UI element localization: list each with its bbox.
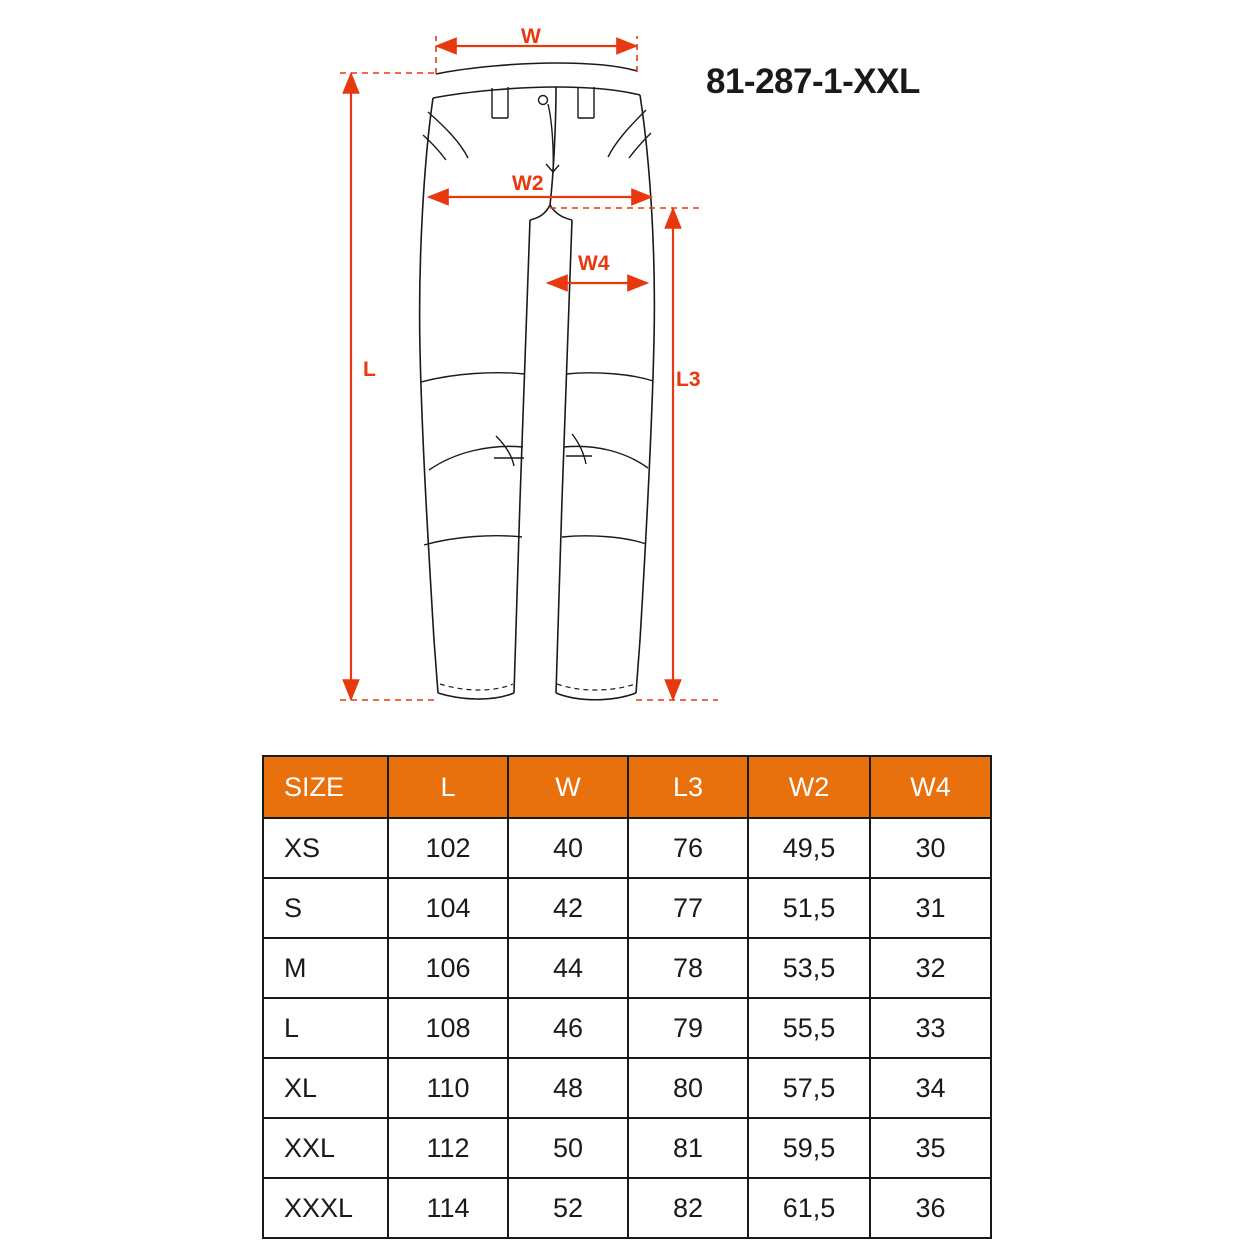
table-cell: 53,5 — [748, 938, 870, 998]
table-cell: 57,5 — [748, 1058, 870, 1118]
table-header-cell: W4 — [870, 756, 991, 818]
table-header-cell: L3 — [628, 756, 748, 818]
size-table-header — [263, 756, 991, 818]
table-cell: 32 — [870, 938, 991, 998]
table-cell: 40 — [508, 818, 628, 878]
table-cell: 108 — [388, 998, 508, 1058]
dimension-label-l: L — [363, 358, 376, 381]
table-cell: 114 — [388, 1178, 508, 1238]
table-cell: 61,5 — [748, 1178, 870, 1238]
table-row — [263, 818, 991, 878]
table-cell-size: XXL — [263, 1118, 388, 1178]
table-cell: 55,5 — [748, 998, 870, 1058]
knee-panel-seams — [421, 373, 653, 545]
table-cell-size: M — [263, 938, 388, 998]
table-cell: 42 — [508, 878, 628, 938]
table-cell: 31 — [870, 878, 991, 938]
table-cell: 36 — [870, 1178, 991, 1238]
table-cell: 110 — [388, 1058, 508, 1118]
table-cell: 34 — [870, 1058, 991, 1118]
table-cell-size: XXXL — [263, 1178, 388, 1238]
size-table-body — [263, 818, 991, 1238]
table-cell: 104 — [388, 878, 508, 938]
table-row — [263, 998, 991, 1058]
table-header-cell: L — [388, 756, 508, 818]
table-cell: 48 — [508, 1058, 628, 1118]
hem-stitching — [440, 684, 635, 690]
table-cell: 79 — [628, 998, 748, 1058]
table-cell-size: XS — [263, 818, 388, 878]
l3-extension-lines — [550, 208, 718, 700]
table-row — [263, 1058, 991, 1118]
l-extension-lines — [340, 73, 438, 700]
table-header-cell: W2 — [748, 756, 870, 818]
table-row — [263, 878, 991, 938]
table-row — [263, 1178, 991, 1238]
table-cell-size: XL — [263, 1058, 388, 1118]
table-cell: 35 — [870, 1118, 991, 1178]
table-header-cell: SIZE — [263, 756, 388, 818]
table-cell: 78 — [628, 938, 748, 998]
table-cell: 59,5 — [748, 1118, 870, 1178]
dimension-label-l3: L3 — [676, 368, 701, 391]
dimension-label-w: W — [521, 25, 541, 48]
table-cell: 46 — [508, 998, 628, 1058]
table-cell: 80 — [628, 1058, 748, 1118]
table-cell: 102 — [388, 818, 508, 878]
product-code-title: 81-287-1-XXL — [706, 62, 920, 101]
table-cell: 50 — [508, 1118, 628, 1178]
size-table-container — [262, 755, 990, 1239]
pocket-details — [423, 110, 651, 160]
table-cell-size: S — [263, 878, 388, 938]
trousers-outline — [420, 63, 655, 700]
table-cell-size: L — [263, 998, 388, 1058]
table-cell: 106 — [388, 938, 508, 998]
dimension-label-w2: W2 — [512, 172, 544, 195]
table-cell: 49,5 — [748, 818, 870, 878]
table-cell: 33 — [870, 998, 991, 1058]
table-cell: 82 — [628, 1178, 748, 1238]
table-cell: 112 — [388, 1118, 508, 1178]
table-cell: 76 — [628, 818, 748, 878]
table-cell: 81 — [628, 1118, 748, 1178]
table-cell: 77 — [628, 878, 748, 938]
table-cell: 44 — [508, 938, 628, 998]
table-row — [263, 938, 991, 998]
dimension-label-w4: W4 — [578, 252, 610, 275]
table-cell: 51,5 — [748, 878, 870, 938]
table-cell: 30 — [870, 818, 991, 878]
table-row — [263, 1118, 991, 1178]
waistband-details — [492, 87, 594, 172]
table-header-cell: W — [508, 756, 628, 818]
size-table — [262, 755, 992, 1239]
table-cell: 52 — [508, 1178, 628, 1238]
table-header-row — [263, 756, 991, 818]
